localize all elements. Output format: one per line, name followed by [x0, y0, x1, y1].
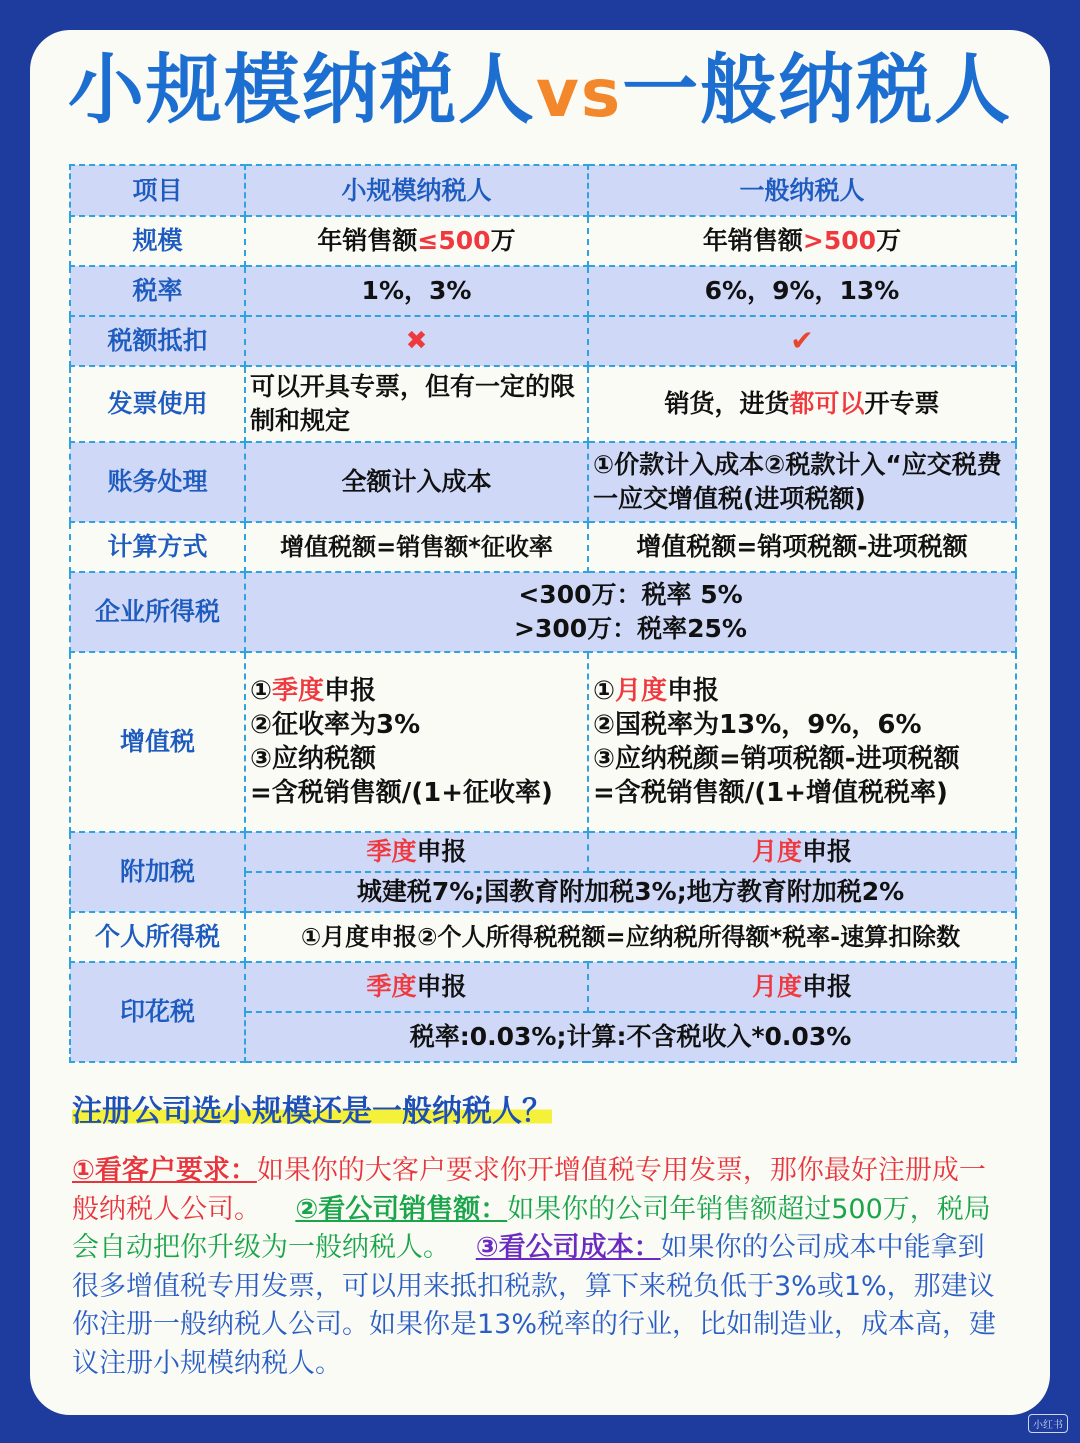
- invoice-general-pre: 销货，进货: [664, 389, 790, 418]
- surcharge-general-period: 月度: [751, 837, 802, 866]
- corp-income-rates: [245, 572, 1016, 652]
- scale-small-pre: 年销售额: [317, 226, 418, 255]
- section-title: [72, 1090, 552, 1134]
- table-row-accounting: [70, 442, 1016, 522]
- vat-general-line: ②国税率为13%，9%，6%: [593, 710, 922, 740]
- table-row-rate: [70, 266, 1016, 316]
- title-right: 一般纳税人: [622, 45, 1013, 134]
- vat-small-num: ①: [250, 676, 273, 706]
- vat-general-line: [593, 674, 1011, 708]
- table-row-corp-income: [70, 572, 1016, 652]
- vat-general-declare: 申报: [667, 676, 720, 706]
- stamp-general-period: 月度: [751, 972, 802, 1001]
- row-label: 附加税: [70, 832, 245, 912]
- vat-general-line: =含税销售额/(1+增值税税率): [593, 778, 948, 808]
- table-row-invoice: [70, 366, 1016, 442]
- accounting-general: ①价款计入成本②税款计入“应交税费一应交增值税(进项税额): [588, 442, 1016, 522]
- stamp-general: [588, 962, 1016, 1012]
- vat-small-line: ③应纳税额: [250, 744, 377, 774]
- vat-general-num: ①: [593, 676, 616, 706]
- advice-1-body: 如果你的大客户要求你开增值税专用发票，那你最好注册成一般纳税人公司。: [72, 1155, 986, 1225]
- rate-general: 6%，9%，13%: [588, 266, 1016, 316]
- calc-small: 增值税额=销售额*征收率: [245, 522, 588, 572]
- advice-3-body: 如果你的公司成本中能拿到很多增值税专用发票，可以用来抵扣税款，算下来税负低于3%或1%，那建议你注册一般纳税人公司。如果你是13%税率的行业，比如制造业，成本高，建议注册小规模纳税人。: [72, 1232, 997, 1379]
- vat-general-line: ③应纳税颜=销项税额-进项税额: [593, 744, 960, 774]
- surcharge-general-declare: 申报: [802, 837, 853, 866]
- row-label: 个人所得税: [70, 912, 245, 962]
- vat-small-period: 季度: [272, 676, 325, 706]
- surcharge-small-period: 季度: [366, 837, 417, 866]
- advice-1-head: ①看客户要求：: [72, 1155, 257, 1186]
- cross-icon: ✖: [405, 326, 428, 356]
- calc-general: 增值税额=销项税额-进项税额: [588, 522, 1016, 572]
- table-row-scale: [70, 216, 1016, 266]
- accounting-small: 全额计入成本: [245, 442, 588, 522]
- header-item: 项目: [70, 165, 245, 216]
- stamp-small-period: 季度: [366, 972, 417, 1001]
- scale-general-pre: 年销售额: [702, 226, 803, 255]
- vat-small-line: [250, 674, 583, 708]
- rate-small: 1%，3%: [245, 266, 588, 316]
- surcharge-general: [588, 832, 1016, 872]
- stamp-general-declare: 申报: [802, 972, 853, 1001]
- row-label: 规模: [70, 216, 245, 266]
- section-title-text: 注册公司选小规模还是一般纳税人？: [72, 1094, 552, 1129]
- table-row-calc: [70, 522, 1016, 572]
- row-label: 印花税: [70, 962, 245, 1062]
- row-label: 账务处理: [70, 442, 245, 522]
- row-label: 税率: [70, 266, 245, 316]
- stamp-small-declare: 申报: [416, 972, 467, 1001]
- title-left: 小规模纳税人: [67, 45, 536, 134]
- scale-small: [245, 216, 588, 266]
- advice-2-head: ②看公司销售额：: [295, 1193, 508, 1225]
- scale-general-sym: >: [802, 226, 824, 255]
- vat-general-period: 月度: [615, 676, 668, 706]
- watermark-logo: 小红书: [1028, 1414, 1068, 1433]
- row-label: 发票使用: [70, 366, 245, 442]
- stamp-rates: 税率:0.03%;计算:不含税收入*0.03%: [245, 1012, 1016, 1062]
- advice-2-body: 如果你的公司年销售额超过500万，税局会自动把你升级为一般纳税人。: [72, 1193, 991, 1263]
- personal-text: ①月度申报②个人所得税税额=应纳税所得额*税率-速算扣除数: [245, 912, 1016, 962]
- row-label: 企业所得税: [70, 572, 245, 652]
- advice-paragraph: [72, 1152, 1007, 1383]
- stamp-small: [245, 962, 588, 1012]
- surcharge-small-declare: 申报: [416, 837, 467, 866]
- scale-small-unit: 万: [490, 226, 516, 255]
- corp-income-line1: <300万：税率 5%: [518, 580, 743, 609]
- page-title: [0, 40, 1080, 144]
- invoice-general: [588, 366, 1016, 442]
- table-row-deduction: [70, 316, 1016, 366]
- corp-income-line2: >300万：税率25%: [514, 614, 747, 643]
- check-icon: ✔: [790, 323, 814, 357]
- comparison-table: [69, 164, 1017, 1063]
- header-general: 一般纳税人: [588, 165, 1016, 216]
- table-row-personal: [70, 912, 1016, 962]
- surcharge-small: [245, 832, 588, 872]
- invoice-general-post: 开专票: [864, 389, 940, 418]
- table-row-surcharge: [70, 832, 1016, 872]
- table-row-vat: [70, 652, 1016, 832]
- table-row-stamp: [70, 962, 1016, 1012]
- scale-general-unit: 万: [876, 226, 902, 255]
- vat-general: [588, 652, 1016, 832]
- vat-small-line: ②征收率为3%: [250, 710, 421, 740]
- deduction-general: [588, 316, 1016, 366]
- invoice-small: 可以开具专票，但有一定的限制和规定: [245, 366, 588, 442]
- row-label: 计算方式: [70, 522, 245, 572]
- invoice-general-highlight: 都可以: [789, 389, 865, 418]
- table-header-row: [70, 165, 1016, 216]
- vat-small-line: =含税销售额/(1+征收率): [250, 778, 553, 808]
- title-vs: vs: [535, 55, 623, 132]
- surcharge-rates: 城建税7%;国教育附加税3%;地方教育附加税2%: [245, 872, 1016, 912]
- row-label: 税额抵扣: [70, 316, 245, 366]
- header-small: 小规模纳税人: [245, 165, 588, 216]
- vat-small-declare: 申报: [324, 676, 377, 706]
- scale-general: [588, 216, 1016, 266]
- advice-3-head: ③看公司成本：: [475, 1232, 661, 1263]
- scale-small-num: 500: [438, 226, 491, 255]
- vat-small: [245, 652, 588, 832]
- deduction-small: [245, 316, 588, 366]
- scale-small-sym: ≤: [417, 226, 439, 255]
- row-label: 增值税: [70, 652, 245, 832]
- scale-general-num: 500: [823, 226, 877, 255]
